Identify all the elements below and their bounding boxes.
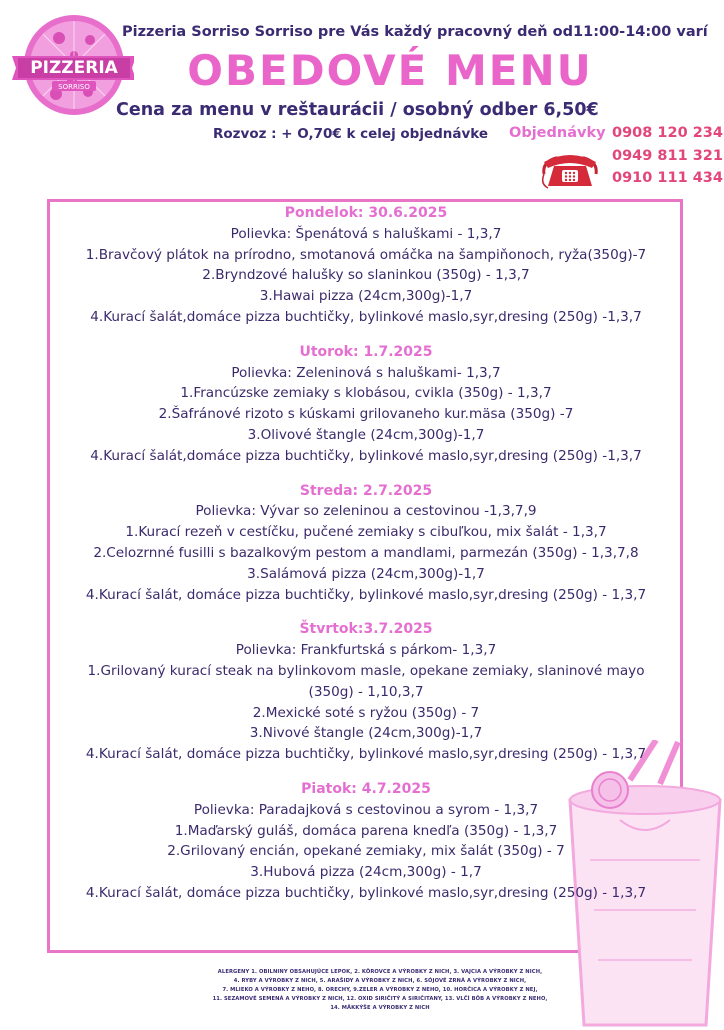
day-title: Štvrtok:3.7.2025 [299, 621, 433, 638]
menu-item: 1.Bravčový plátok na prírodno, smotanová omáčka na šampiňonoch, ryža(350g)-7 [85, 246, 647, 263]
menu-item: 1.Grilovaný kurací steak na bylinkovom masle, opekane zemiaky, slaninové mayo (350g) - 1,10,3,7 [87, 662, 645, 700]
phone-number-1[interactable]: 0908 120 234 [612, 125, 723, 141]
menu-item: 1.Francúzske zemiaky s klobásou, cvikla (350g) - 1,3,7 [180, 385, 552, 402]
orders-label: Objednávky [509, 125, 606, 141]
logo-text-sub: SORRISO [58, 83, 90, 91]
logo-text-main: PIZZERIA [30, 58, 118, 78]
soup-item: Polievka: Frankfurtská s párkom- 1,3,7 [235, 642, 497, 659]
menu-item: 3.Nivové štangle (24cm,300g)-1,7 [249, 725, 483, 742]
page-title: OBEDOVÉ MENU [187, 46, 593, 95]
menu-item: 4.Kurací šalát,domáce pizza buchtičky, bylinkové maslo,syr,dresing (250g) -1,3,7 [90, 308, 642, 325]
menu-item: 2.Mexické soté s ryžou (350g) - 7 [252, 704, 480, 721]
day-title: Utorok: 1.7.2025 [299, 343, 433, 360]
day-menu-thursday [60, 619, 672, 765]
day-title: Streda: 2.7.2025 [299, 482, 433, 499]
allergen-line: 14. MÄKKÝŠE A VÝROBKY Z NICH [330, 1005, 430, 1011]
menu-price: Cena za menu v reštaurácii / osobný odber 6,50€ [116, 100, 599, 120]
menu-item: 3.Hawai pizza (24cm,300g)-1,7 [259, 288, 473, 305]
menu-item: 4.Kurací šalát, domáce pizza buchtičky, bylinkové maslo,syr,dresing (250g) - 1,3,7 [85, 746, 647, 763]
menu-item: 2.Šafránové rizoto s kúskami grilovaneho kur.mäsa (350g) -7 [158, 406, 574, 423]
allergen-legend [180, 968, 580, 1013]
menu-item: 2.Celozrnné fusilli s bazalkovým pestom a mandlami, parmezán (350g) - 1,3,7,8 [93, 544, 639, 561]
menu-content [60, 203, 672, 918]
menu-item: 3.Olivové štangle (24cm,300g)-1,7 [247, 426, 485, 443]
day-title: Pondelok: 30.6.2025 [284, 205, 448, 221]
day-menu-friday [60, 779, 672, 904]
menu-item: 4.Kurací šalát,domáce pizza buchtičky, bylinkové maslo,syr,dresing (250g) -1,3,7 [90, 447, 642, 464]
allergen-line: 4. RYBY A VÝROBKY Z NICH, 5. ARAŠIDY A VÝROBKY Z NICH, 6. SÓJOVÉ ZRNÁ A VÝROBKY Z NICH, [233, 978, 527, 984]
allergen-line: ALERGENY 1. OBILNINY OBSAHUJÚCE LEPOK, 2. KÔROVCE A VÝROBKY Z NICH, 3. VAJCIA A VÝROBKY Z NICH, [217, 969, 543, 975]
day-menu-monday [60, 203, 672, 328]
menu-item: 2.Grilovaný encián, opekané zemiaky, mix šalát (350g) - 7 [167, 843, 565, 860]
telephone-icon [540, 148, 600, 190]
opening-hours-tagline: Pizzeria Sorriso Sorriso pre Vás každý pracovný deň od11:00-14:00 varí [122, 24, 708, 40]
menu-item: 3.Salámová pizza (24cm,300g)-1,7 [247, 565, 485, 582]
phone-number-3[interactable]: 0910 111 434 [612, 170, 723, 186]
allergen-line: 7. MLIEKO A VÝROBKY Z NEHO, 8. ORECHY, 9.ZELER A VÝROBKY Z NEHO, 10. HORČICA A VÝROBKY Z NEJ, [222, 987, 538, 993]
delivery-fee: Rozvoz : + O,70€ k celej objednávke [213, 126, 489, 142]
menu-item: 2.Bryndzové halušky so slaninkou (350g) - 1,3,7 [202, 267, 530, 284]
menu-item: 3.Hubová pizza (24cm,300g) - 1,7 [250, 864, 482, 881]
soup-item: Polievka: Vývar so zeleninou a cestovinou -1,3,7,9 [195, 503, 537, 520]
allergen-line: 11. SEZAMOVÉ SEMENÁ A VÝROBKY Z NICH, 12. OXID SIRIČITÝ A SIRIČITANY, 13. VLČÍ BÔB A VÝROBKY Z NEHO, [212, 996, 548, 1002]
soup-item: Polievka: Paradajková s cestovinou a syrom - 1,3,7 [193, 801, 539, 818]
phone-number-2[interactable]: 0949 811 321 [612, 148, 723, 164]
menu-item: 4.Kurací šalát, domáce pizza buchtičky, bylinkové maslo,syr,dresing (250g) - 1,3,7 [85, 884, 647, 901]
menu-item: 1.Maďarský guláš, domáca parena knedľa (350g) - 1,3,7 [174, 822, 558, 839]
day-title: Piatok: 4.7.2025 [301, 780, 431, 797]
day-menu-tuesday [60, 342, 672, 467]
day-menu-wednesday [60, 481, 672, 606]
menu-item: 4.Kurací šalát, domáce pizza buchtičky, bylinkové maslo,syr,dresing (250g) - 1,3,7 [85, 586, 647, 603]
menu-item: 1.Kurací rezeň v cestíčku, pučené zemiaky s cibuľkou, mix šalát - 1,3,7 [125, 524, 607, 541]
soup-item: Polievka: Zeleninová s haluškami- 1,3,7 [231, 364, 501, 381]
soup-item: Polievka: Špenátová s haluškami - 1,3,7 [230, 225, 502, 242]
